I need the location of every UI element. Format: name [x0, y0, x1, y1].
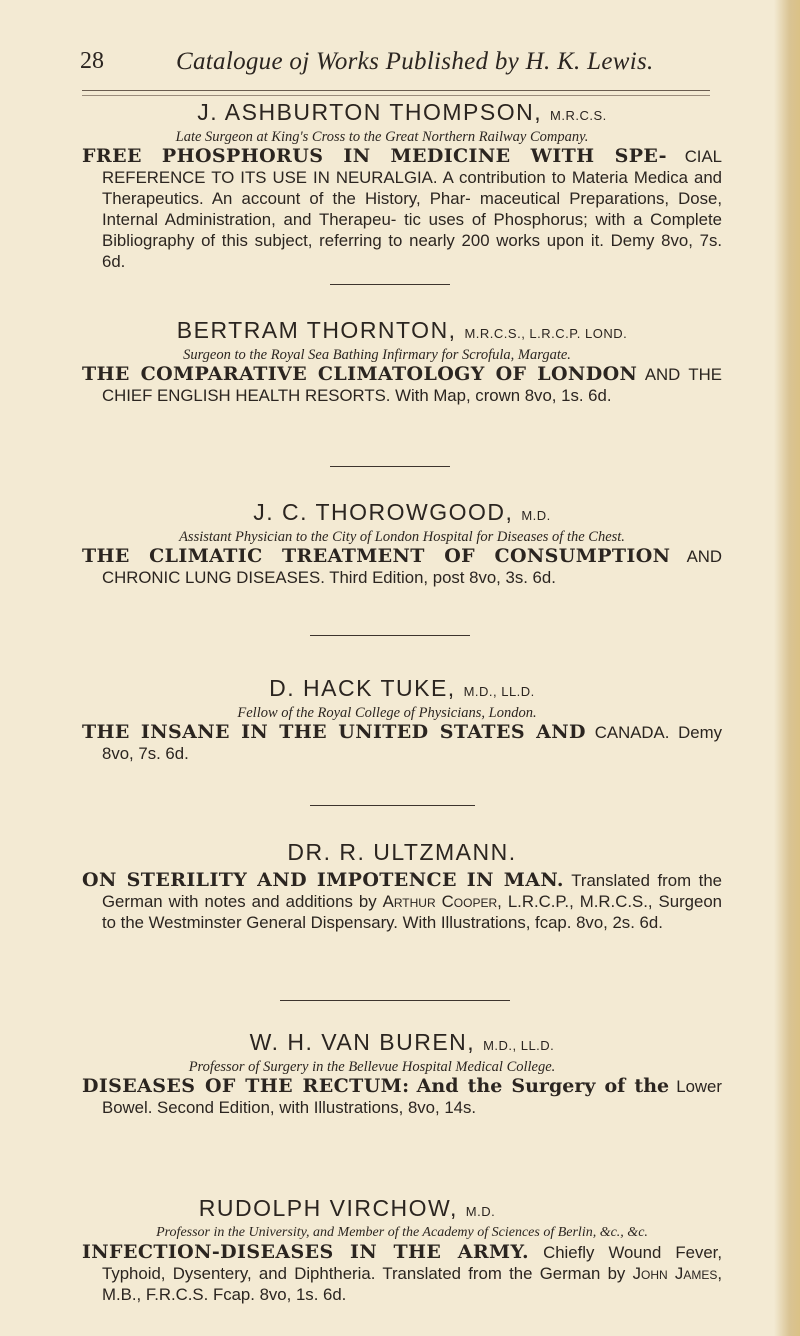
author-line — [82, 100, 722, 128]
author-qualifications: M.R.C.S. — [550, 108, 607, 123]
author-line — [82, 840, 722, 864]
book-description-post: , M.B., F.R.C.S. Fcap. 8vo, 1s. 6d. — [102, 1264, 722, 1304]
entry-separator — [280, 1000, 510, 1001]
author-line — [82, 1196, 722, 1224]
entry-body — [82, 721, 722, 764]
catalogue-entry — [82, 100, 722, 272]
author-affiliation: Professor in the University, and Member of the Academy of Sciences of Berlin, &c., &c. — [156, 1225, 648, 1240]
author-name: DR. R. ULTZMANN. — [287, 839, 517, 865]
book-description: CIAL REFERENCE TO ITS USE IN NEURALGIA. A contribution to Materia Medica and Therapeutics. An account of the History, Phar- maceutical Preparations, Dose, Internal Administration, and Therapeu- tic uses of Phosphorus; with a Complete Bibliography of this subject, referring to nearly 200 works upon it. Demy 8vo, 7s. 6d. — [102, 147, 722, 271]
book-title: ON STERILITY AND IMPOTENCE IN MAN. — [82, 869, 564, 891]
book-description-pre: Translated from the German with notes and additions by — [102, 871, 722, 911]
book-description-post: , L.R.C.P., M.R.C.S., Surgeon to the Westminster General Dispensary. With Illustrations, fcap. 8vo, 2s. 6d. — [102, 892, 722, 932]
entry-separator — [330, 284, 450, 285]
book-title: THE COMPARATIVE CLIMATOLOGY OF LONDON — [82, 363, 638, 385]
entry-body — [82, 1241, 723, 1305]
book-title: INFECTION-DISEASES IN THE ARMY. — [82, 1241, 529, 1263]
author-affiliation: Late Surgeon at King's Cross to the Great Northern Railway Company. — [175, 129, 589, 145]
catalogue-entry — [82, 676, 722, 764]
entry-separator — [310, 635, 470, 636]
entry-body — [82, 1075, 722, 1118]
author-qualifications: M.R.C.S., L.R.C.P. LOND. — [464, 326, 628, 341]
author-name: RUDOLPH VIRCHOW, — [198, 1195, 458, 1221]
author-name: D. HACK TUKE, — [269, 675, 456, 701]
author-affiliation: Fellow of the Royal College of Physicians, London. — [237, 705, 537, 721]
catalogue-entry — [82, 840, 722, 933]
book-title: THE CLIMATIC TREATMENT OF CONSUMPTION — [82, 545, 671, 567]
author-affiliation: Surgeon to the Royal Sea Bathing Infirmary for Scrofula, Margate. — [183, 347, 571, 363]
catalogue-entry — [82, 318, 722, 406]
entry-body — [82, 145, 722, 272]
author-line — [82, 1030, 722, 1058]
catalogue-entry — [82, 1030, 722, 1118]
author-name: J. C. THOROWGOOD, — [253, 499, 514, 525]
entry-separator — [310, 805, 475, 806]
entry-body — [82, 363, 722, 406]
author-qualifications: M.D. — [465, 1204, 496, 1219]
author-affiliation: Assistant Physician to the City of London Hospital for Diseases of the Chest. — [179, 529, 625, 545]
running-title: Catalogue oj Works Published by H. K. Lewis. — [176, 48, 654, 75]
catalogue-entry — [82, 500, 722, 588]
author-line — [82, 500, 722, 528]
book-description-pre: Chiefly Wound Fever, Typhoid, Dysentery, and Diphtheria. Translated from the German by — [102, 1243, 723, 1283]
book-title: DISEASES OF THE RECTUM: — [82, 1075, 410, 1097]
catalogue-entry — [82, 1196, 722, 1305]
page-edge-shadow — [774, 0, 800, 1336]
author-qualifications: M.D. — [521, 508, 551, 523]
author-name: W. H. VAN BUREN, — [249, 1029, 476, 1055]
author-qualifications: M.D., LL.D. — [463, 684, 535, 699]
book-description: AND CHRONIC LUNG DISEASES. Third Edition, post 8vo, 3s. 6d. — [102, 547, 722, 587]
book-title: THE INSANE IN THE UNITED STATES AND — [82, 721, 586, 743]
entry-body — [82, 545, 722, 588]
book-description: AND THE CHIEF ENGLISH HEALTH RESORTS. With Map, crown 8vo, 1s. 6d. — [102, 365, 722, 405]
book-description: Lower Bowel. Second Edition, with Illustrations, 8vo, 14s. — [102, 1077, 722, 1117]
translator-name: John James — [632, 1264, 718, 1283]
author-name: J. ASHBURTON THOMPSON, — [197, 99, 543, 125]
translator-name: Arthur Cooper — [382, 892, 498, 911]
entry-body — [82, 869, 722, 933]
author-qualifications: M.D., LL.D. — [483, 1038, 555, 1053]
book-title: FREE PHOSPHORUS IN MEDICINE WITH SPE- — [82, 145, 667, 167]
book-title-tail: And the Surgery of the — [416, 1075, 670, 1097]
entry-separator — [330, 466, 450, 467]
header-rule-thin — [82, 95, 710, 96]
author-affiliation: Professor of Surgery in the Bellevue Hospital Medical College. — [188, 1059, 556, 1075]
header-rule — [82, 90, 710, 91]
author-line — [82, 676, 722, 704]
author-line — [82, 318, 722, 346]
running-header — [80, 48, 740, 82]
page-number: 28 — [80, 48, 104, 74]
author-name: BERTRAM THORNTON, — [176, 317, 457, 343]
book-description: CANADA. Demy 8vo, 7s. 6d. — [102, 723, 722, 763]
